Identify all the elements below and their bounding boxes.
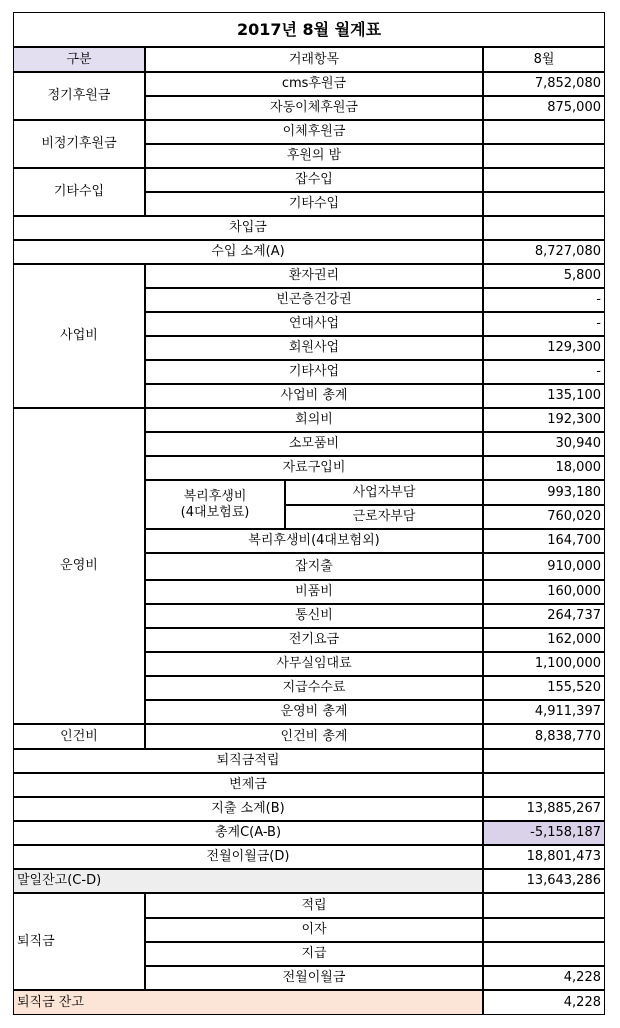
irregular-donation-label: 비정기후원금 [13,120,145,168]
regular-donation-label: 정기후원금 [13,72,145,120]
misc-income-label: 잡수입 [145,168,483,192]
poverty-health-value: - [483,288,605,312]
auto-transfer-label: 자동이체후원금 [145,96,483,120]
income-subtotal-value: 8,727,080 [483,240,605,264]
electricity-label: 전기요금 [145,628,483,652]
welfare-insurance-label [145,480,285,529]
transfer-donation-label: 이체후원금 [145,120,483,144]
retirement-balance-value: 4,228 [483,990,605,1015]
severance-reserve-value [483,749,605,773]
poverty-health-label: 빈곤층건강권 [145,288,483,312]
welfare-other-label: 복리후생비(4대보험외) [145,529,483,553]
personnel-label: 인건비 [13,724,145,749]
other-project-value: - [483,360,605,384]
business-total-value: 135,100 [483,384,605,408]
materials-value: 18,000 [483,456,605,480]
retirement-label: 퇴직금 [13,893,145,990]
misc-income-value [483,168,605,192]
end-balance-label: 말일잔고(C-D) [13,869,483,893]
etc-income-label: 기타수입 [145,192,483,216]
retirement-balance-label: 퇴직금 잔고 [13,990,483,1015]
carryover-label: 전월이월금(D) [13,845,483,869]
cms-donation-value: 7,852,080 [483,72,605,96]
cms-donation-label: cms후원금 [145,72,483,96]
donation-night-label: 후원의 밤 [145,144,483,168]
member-project-value: 129,300 [483,336,605,360]
materials-label: 자료구입비 [145,456,483,480]
severance-reserve-label: 퇴직금적립 [13,749,483,773]
supplies-label: 소모품비 [145,432,483,456]
retirement-interest-value [483,918,605,942]
welfare-other-value: 164,700 [483,529,605,553]
communication-label: 통신비 [145,604,483,628]
personnel-total-label: 인건비 총계 [145,724,483,749]
meeting-value: 192,300 [483,408,605,432]
income-subtotal-label: 수입 소계(A) [13,240,483,264]
fees-label: 지급수수료 [145,676,483,700]
retirement-reserve-label: 적립 [145,893,483,918]
worker-share-value: 760,020 [483,505,605,529]
misc-expense-label: 잡지출 [145,553,483,580]
donation-night-value [483,144,605,168]
retirement-reserve-value [483,893,605,918]
loan-label: 차입금 [13,216,483,240]
fees-value: 155,520 [483,676,605,700]
meeting-label: 회의비 [145,408,483,432]
total-diff-label: 총계C(A-B) [13,821,483,845]
repayment-label: 변제금 [13,773,483,797]
operating-total-label: 운영비 총계 [145,700,483,724]
office-rent-value: 1,100,000 [483,652,605,676]
welfare-insurance-line1: 복리후생비 [183,488,247,504]
auto-transfer-value: 875,000 [483,96,605,120]
header-item: 거래항목 [145,47,483,72]
electricity-value: 162,000 [483,628,605,652]
supplies-value: 30,940 [483,432,605,456]
etc-income-value [483,192,605,216]
employer-share-value: 993,180 [483,480,605,505]
end-balance-value: 13,643,286 [483,869,605,893]
loan-value [483,216,605,240]
communication-value: 264,737 [483,604,605,628]
operating-total-value: 4,911,397 [483,700,605,724]
equipment-value: 160,000 [483,580,605,604]
transfer-donation-value [483,120,605,144]
misc-expense-value: 910,000 [483,553,605,580]
personnel-total-value: 8,838,770 [483,724,605,749]
expense-subtotal-value: 13,885,267 [483,797,605,821]
solidarity-label: 연대사업 [145,312,483,336]
header-month: 8월 [483,47,605,72]
monthly-ledger-table [13,12,605,1015]
operating-expense-label: 운영비 [13,408,145,724]
retirement-carryover-value: 4,228 [483,966,605,990]
other-project-label: 기타사업 [145,360,483,384]
patient-rights-value: 5,800 [483,264,605,288]
worker-share-label: 근로자부담 [285,505,483,529]
other-income-label: 기타수입 [13,168,145,216]
office-rent-label: 사무실임대료 [145,652,483,676]
total-diff-value: -5,158,187 [483,821,605,845]
repayment-value [483,773,605,797]
member-project-label: 회원사업 [145,336,483,360]
retirement-carryover-label: 전월이월금 [145,966,483,990]
header-category: 구분 [13,47,145,72]
solidarity-value: - [483,312,605,336]
carryover-value: 18,801,473 [483,845,605,869]
patient-rights-label: 환자권리 [145,264,483,288]
retirement-payment-value [483,942,605,966]
retirement-payment-label: 지급 [145,942,483,966]
retirement-interest-label: 이자 [145,918,483,942]
welfare-insurance-line2: (4대보험료) [180,504,250,520]
business-expense-label: 사업비 [13,264,145,408]
expense-subtotal-label: 지출 소계(B) [13,797,483,821]
sheet-title: 2017년 8월 월계표 [13,12,605,47]
equipment-label: 비품비 [145,580,483,604]
employer-share-label: 사업자부담 [285,480,483,505]
business-total-label: 사업비 총계 [145,384,483,408]
